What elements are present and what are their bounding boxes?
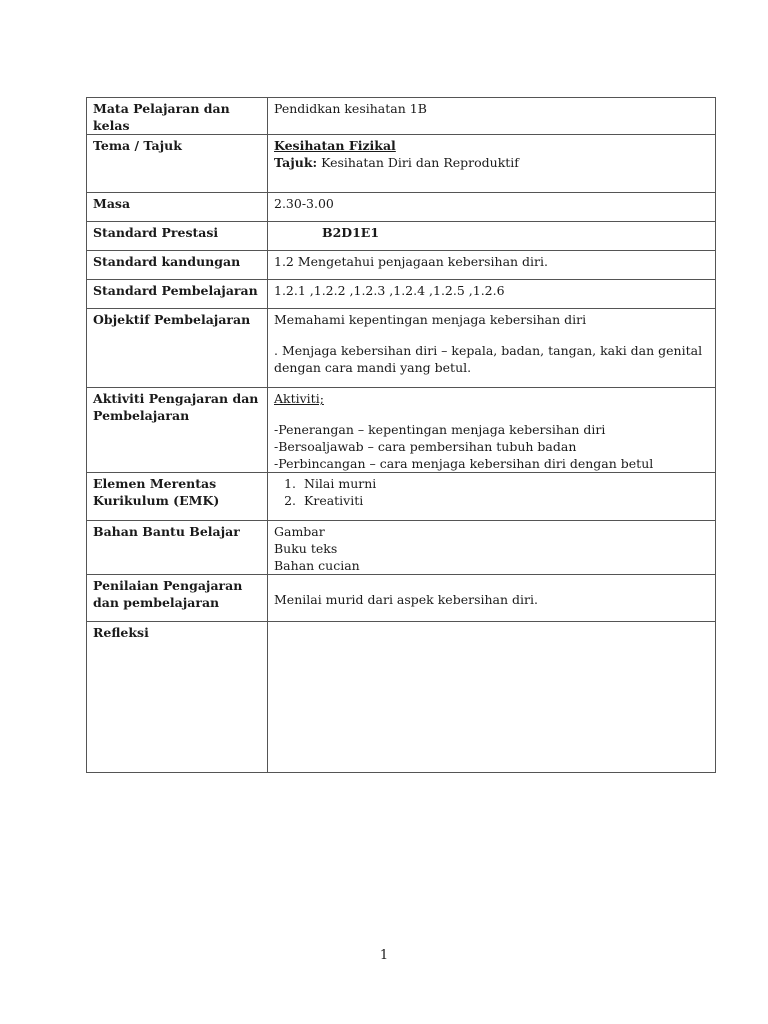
value-emk [268,473,716,521]
row-standard-pembelajaran [87,280,716,309]
aktiviti-item: -Penerangan – kepentingan menjaga kebersihan diri [274,422,606,437]
value-penilaian [268,575,716,622]
lesson-plan-table [86,97,716,773]
label-mata-pelajaran: Mata Pelajaran dan kelas [87,98,268,135]
row-penilaian [87,575,716,622]
emk-item: 1. Nilai murni [300,475,709,492]
value-aktiviti [268,388,716,473]
value-standard-pembelajaran: 1.2.1 ,1.2.2 ,1.2.3 ,1.2.4 ,1.2.5 ,1.2.6 [268,280,716,309]
bahan-item: Gambar [274,524,325,539]
emk-list [274,475,709,509]
value-bahan [268,521,716,575]
label-bahan: Bahan Bantu Belajar [87,521,268,575]
page-number: 1 [379,948,389,963]
tajuk-value: Kesihatan Diri dan Reproduktif [317,155,519,170]
label-emk: Elemen Merentas Kurikulum (EMK) [87,473,268,521]
label-objektif: Objektif Pembelajaran [87,309,268,388]
row-aktiviti [87,388,716,473]
aktiviti-heading: Aktiviti; [274,391,324,406]
row-objektif [87,309,716,388]
row-emk [87,473,716,521]
standard-prestasi-code: B2D1E1 [322,225,380,240]
tajuk-prefix: Tajuk: [274,155,318,170]
label-standard-kandungan: Standard kandungan [87,251,268,280]
label-masa: Masa [87,193,268,222]
label-standard-pembelajaran: Standard Pembelajaran [87,280,268,309]
value-refleksi [268,622,716,773]
row-standard-kandungan [87,251,716,280]
row-standard-prestasi [87,222,716,251]
row-mata-pelajaran [87,98,716,135]
aktiviti-item: -Perbincangan – cara menjaga kebersihan diri dengan betul [274,456,654,471]
objektif-line-2: . Menjaga kebersihan diri – kepala, badan, tangan, kaki dan genital dengan cara mandi yang betul. [274,343,703,375]
bahan-item: Buku teks [274,541,338,556]
objektif-line-1: Memahami kepentingan menjaga kebersihan diri [274,312,587,327]
value-mata-pelajaran: Pendidkan kesihatan 1B [268,98,716,135]
row-masa [87,193,716,222]
row-tema-tajuk [87,135,716,193]
row-refleksi [87,622,716,773]
label-tema-tajuk: Tema / Tajuk [87,135,268,193]
aktiviti-item: -Bersoaljawab – cara pembersihan tubuh badan [274,439,577,454]
label-refleksi: Refleksi [87,622,268,773]
tajuk-line [274,154,709,171]
label-aktiviti: Aktiviti Pengajaran dan Pembelajaran [87,388,268,473]
bahan-item: Bahan cucian [274,558,360,573]
value-standard-kandungan: 1.2 Mengetahui penjagaan kebersihan diri. [268,251,716,280]
penilaian-text: Menilai murid dari aspek kebersihan diri. [274,592,538,607]
value-tema-tajuk [268,135,716,193]
value-masa: 2.30-3.00 [268,193,716,222]
label-standard-prestasi: Standard Prestasi [87,222,268,251]
tema-heading: Kesihatan Fizikal [274,138,396,153]
emk-item: 2. Kreativiti [300,492,709,509]
row-bahan [87,521,716,575]
aktiviti-spacer [274,407,709,421]
penilaian-spacer [274,577,709,591]
label-penilaian: Penilaian Pengajaran dan pembelajaran [87,575,268,622]
value-objektif [268,309,716,388]
objektif-spacer [274,328,709,342]
value-standard-prestasi [268,222,716,251]
